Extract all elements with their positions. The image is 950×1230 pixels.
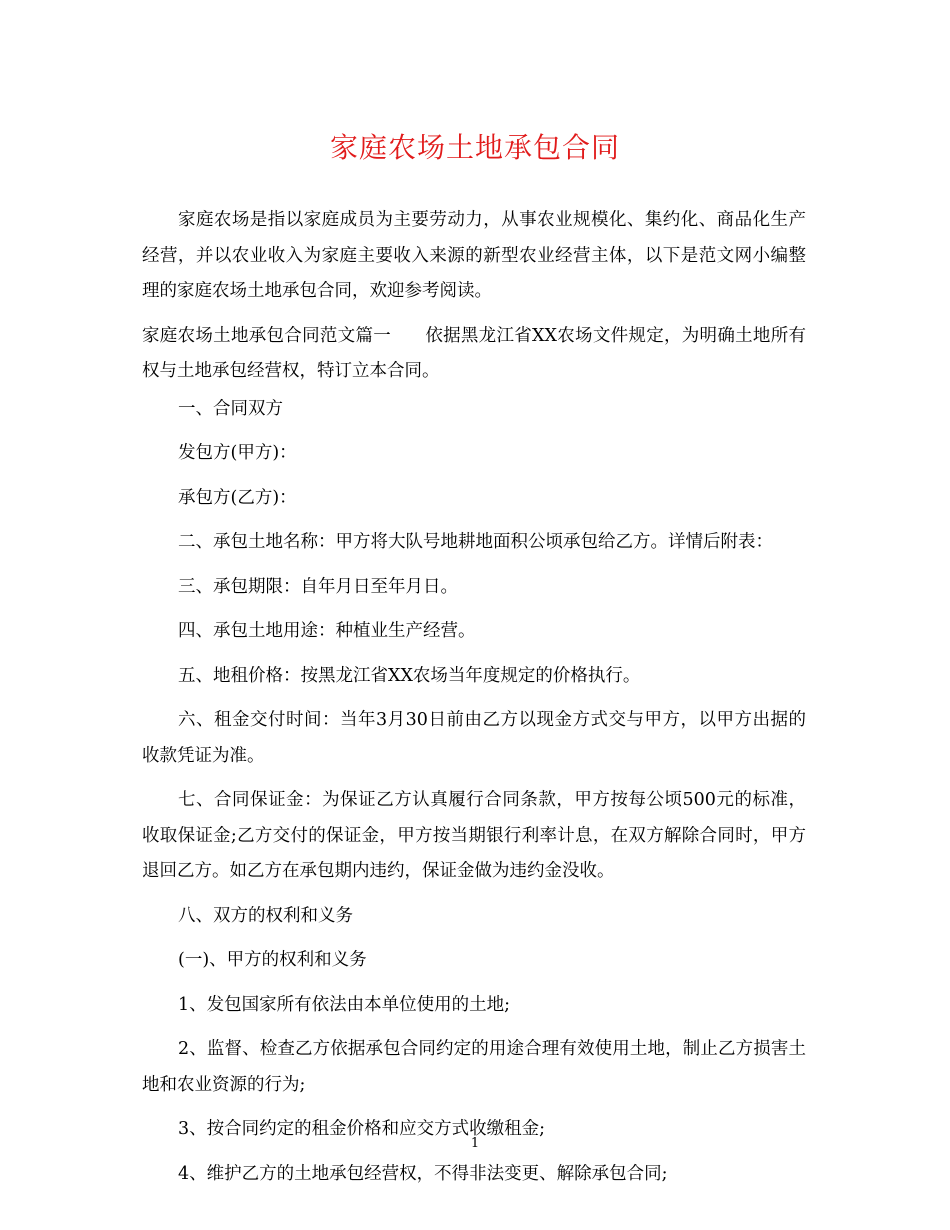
- clause-rights-obligations: 八、双方的权利和义务: [178, 905, 353, 926]
- clause-item-1: 1、发包国家所有依法由本单位使用的土地;: [178, 994, 511, 1015]
- section-intro-paragraph: [142, 319, 806, 390]
- clause-deposit: 七、合同保证金：为保证乙方认真履行合同条款，甲方按每公顷500元的标准，收取保证金;乙方交付的保证金，甲方按当期银行利率计息，在双方解除合同时，甲方退回乙方。如乙方在承包期内违约，保证金做为违约金没收。: [142, 790, 806, 881]
- clause-parties-heading: 一、合同双方: [178, 398, 283, 419]
- clause-land-name: 二、承包土地名称：甲方将大队号地耕地面积公顷承包给乙方。详情后附表：: [178, 532, 773, 552]
- clause-party-a: 发包方(甲方)：: [178, 443, 297, 463]
- section-intro-text: 依据黑龙江省XX农场文件规定，为明确土地所有权与土地承包经营权，特订立本合同。: [142, 325, 806, 381]
- intro-paragraph: 家庭农场是指以家庭成员为主要劳动力，从事农业规模化、集约化、商品化生产经营，并以农业收入为家庭主要收入来源的新型农业经营主体，以下是范文网小编整理的家庭农场土地承包合同，欢迎参考阅读。: [142, 210, 806, 301]
- clause-party-a-rights: (一)、甲方的权利和义务: [178, 950, 367, 970]
- clause-land-use: 四、承包土地用途：种植业生产经营。: [178, 621, 476, 641]
- clause-rent-price: 五、地租价格：按黑龙江省XX农场当年度规定的价格执行。: [178, 665, 641, 686]
- clause-item-2: 2、监督、检查乙方依据承包合同约定的用途合理有效使用土地，制止乙方损害土地和农业资源的行为;: [142, 1039, 806, 1095]
- section-heading: 家庭农场土地承包合同范文篇一: [142, 325, 392, 346]
- document-title: 家庭农场土地承包合同: [329, 131, 620, 164]
- clause-item-3: 3、按合同约定的租金价格和应交方式收缴租金;: [178, 1119, 546, 1139]
- page-number: 1: [470, 1136, 480, 1151]
- clause-payment-time: 六、租金交付时间：当年3月30日前由乙方以现金方式交与甲方，以甲方出据的收款凭证为准。: [142, 710, 806, 766]
- clause-term: 三、承包期限：自年月日至年月日。: [178, 576, 458, 597]
- clause-item-4: 4、维护乙方的土地承包经营权，不得非法变更、解除承包合同;: [178, 1163, 668, 1184]
- clause-party-b: 承包方(乙方)：: [178, 487, 297, 508]
- document-body: [142, 203, 806, 1192]
